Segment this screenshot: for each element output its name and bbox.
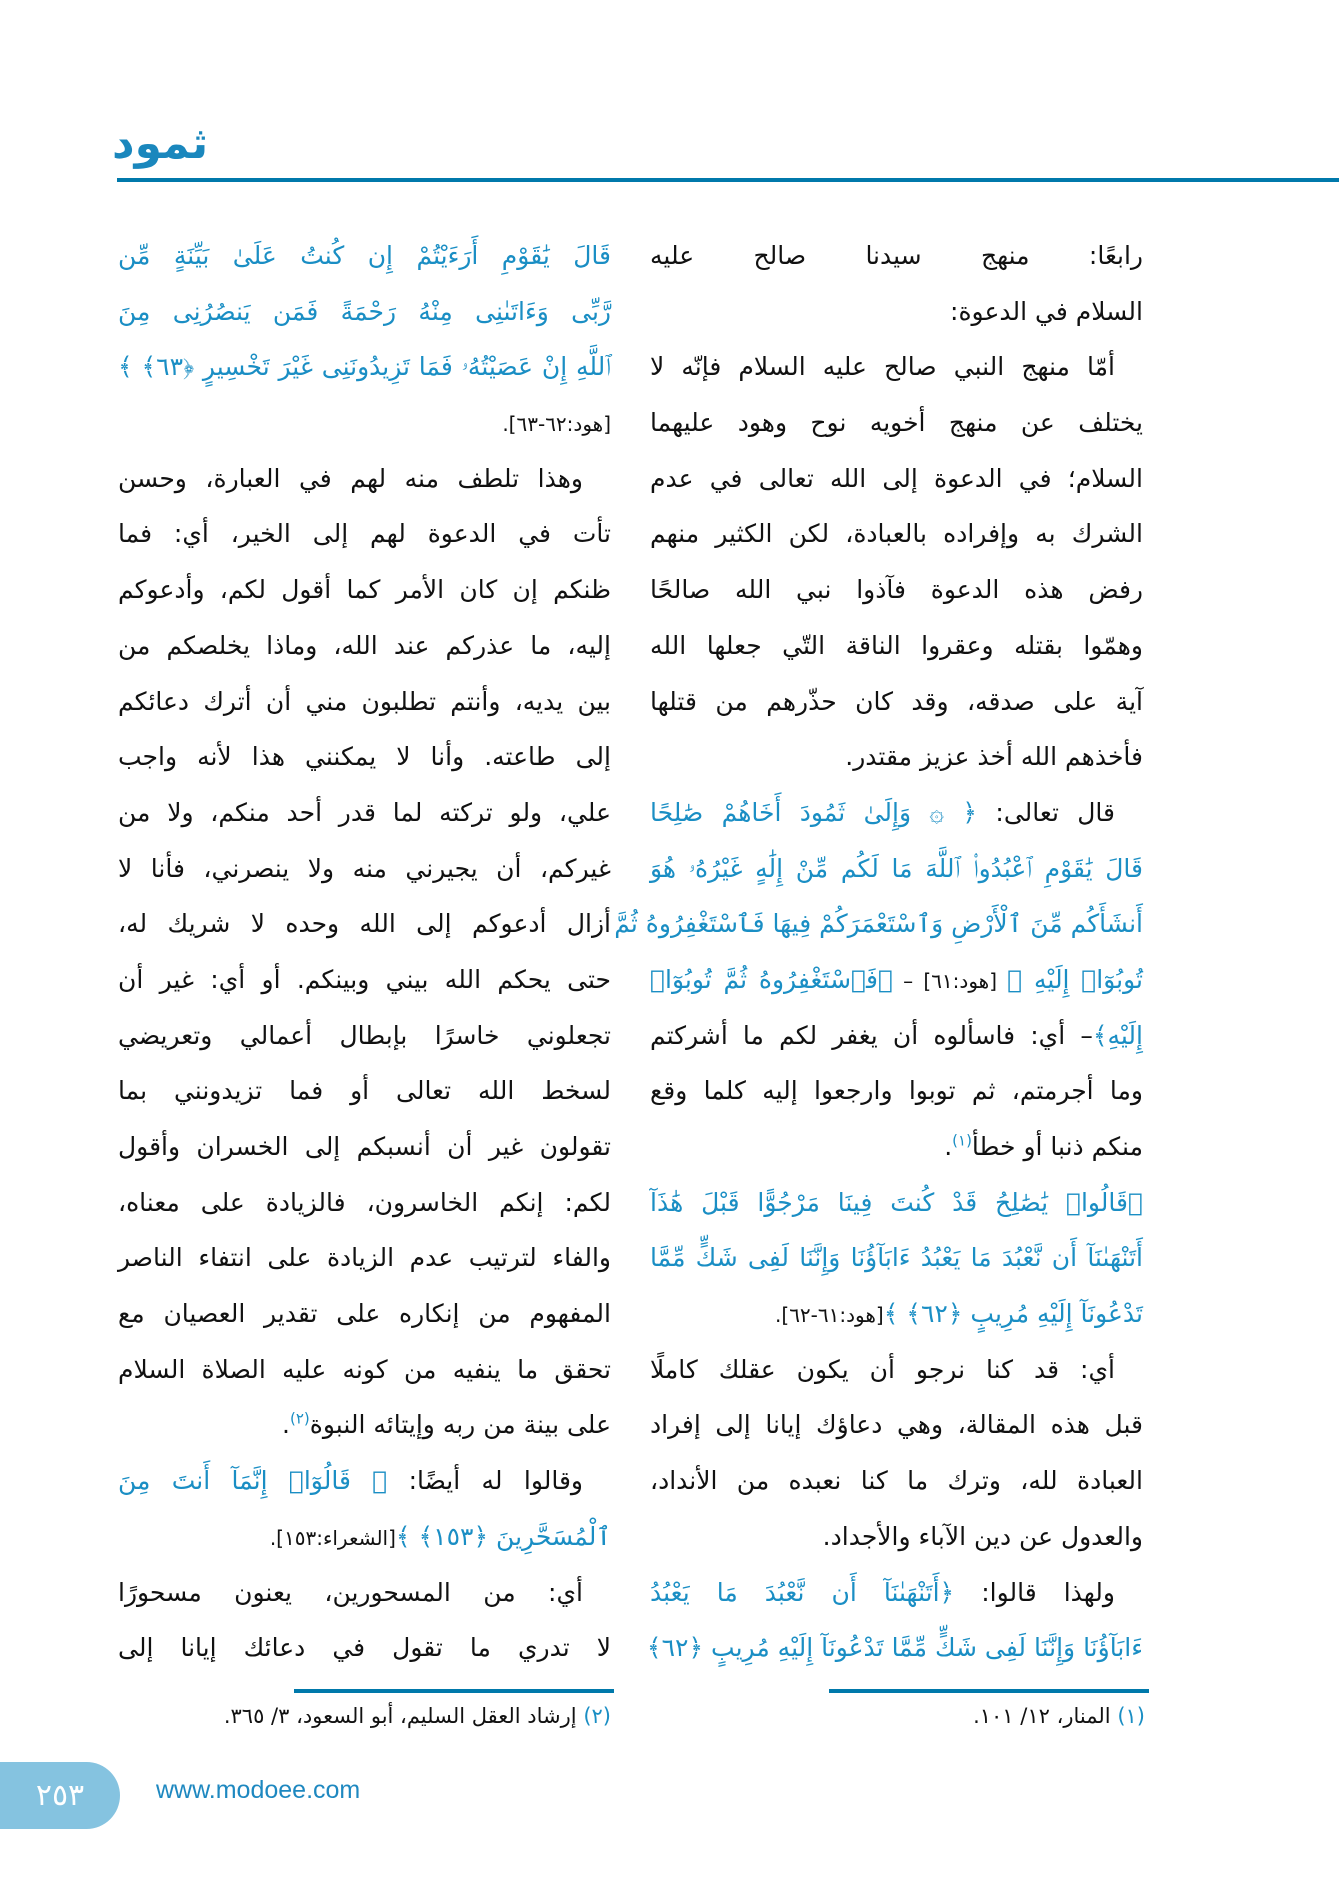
body-text: ظنكم إن كان الأمر كما أقول لكم، وأدعوكم	[118, 575, 611, 605]
body-text: بين يديه، وأنتم تطلبون مني أن أترك دعائكم	[118, 686, 611, 716]
body-text: لا تدري ما تقول في دعائك إيانا إلى	[118, 1633, 611, 1663]
text-line	[118, 1565, 611, 1621]
body-text: السلام في الدعوة:	[950, 296, 1143, 326]
text-line	[650, 451, 1143, 507]
quran-verse: ﴿أَتَنْهَىٰنَآ أَن نَّعْبُدَ مَا يَعْبُدُ	[650, 1577, 955, 1607]
text-line	[118, 785, 611, 841]
body-text: علي، ولو تركته لما قدر أحد منكم، ولا من	[118, 797, 611, 827]
text-line	[118, 952, 611, 1008]
body-text: السلام؛ في الدعوة إلى الله تعالى في عدم	[650, 463, 1143, 493]
text-line	[118, 506, 611, 562]
footnote-number: (٢)	[583, 1704, 611, 1728]
text-line	[650, 841, 1143, 897]
text-line	[650, 562, 1143, 618]
text-line	[650, 1342, 1143, 1398]
footnote-divider-left	[294, 1689, 614, 1693]
text-line	[118, 618, 611, 674]
body-text: حتى يحكم الله بيني وبينكم. أو أي: غير أن	[118, 964, 611, 994]
body-text: أزال أدعوكم إلى الله وحده لا شريك له،	[118, 909, 611, 939]
text-line	[118, 1397, 611, 1453]
text-line	[118, 1286, 611, 1342]
body-text: قبل هذه المقالة، وهي دعاؤك إيانا إلى إفراد	[650, 1410, 1143, 1440]
body-text: وما أجرمتم، ثم توبوا وارجعوا إليه كلما وقع	[650, 1076, 1143, 1106]
text-line	[118, 1509, 611, 1565]
verse-reference: [الشعراء:١٥٣].	[269, 1525, 396, 1550]
text-line	[650, 1063, 1143, 1119]
body-text: آية على صدقه، وقد كان حذّرهم من قتلها	[650, 686, 1143, 716]
left-column	[118, 228, 611, 1676]
text-line	[118, 339, 611, 395]
body-text: منكم ذنبا أو خطأ	[971, 1132, 1143, 1161]
quran-verse: أَنشَأَكُم مِّنَ ٱلْأَرْضِ وَٱسْتَعْمَرَكُمْ فِيهَا فَٱسْتَغْفِرُوهُ ثُمَّ	[614, 909, 1143, 939]
text-line	[118, 1453, 611, 1509]
text-line	[650, 1453, 1143, 1509]
body-text: قال تعالى:	[977, 797, 1116, 827]
footnote-text: المنار، ١٢/ ١٠١.	[973, 1704, 1118, 1728]
quran-verse: أَتَنْهَىٰنَآ أَن نَّعْبُدَ مَا يَعْبُدُ ءَابَآؤُنَا وَإِنَّنَا لَفِى شَكٍّ مِّمَّا	[650, 1243, 1143, 1273]
quran-verse: ﴿قَالُوا۟ يَٰصَٰلِحُ قَدْ كُنتَ فِينَا مَرْجُوًّا قَبْلَ هَٰذَآ	[650, 1187, 1143, 1217]
text-line	[118, 395, 611, 451]
body-text: فأخذهم الله أخذ عزيز مقتدر.	[845, 742, 1143, 772]
body-text: أمّا منهج النبي صالح عليه السلام فإنّه لا	[650, 352, 1115, 382]
text-line	[118, 451, 611, 507]
text-line	[118, 1119, 611, 1175]
body-text: رابعًا: منهج سيدنا صالح عليه	[650, 241, 1143, 270]
text-line	[650, 1119, 1143, 1175]
body-text: وقالوا له أيضًا:	[387, 1466, 583, 1496]
body-text: تأت في الدعوة لهم إلى الخير، أي: فما	[118, 519, 611, 549]
text-line	[118, 1063, 611, 1119]
text-line	[118, 228, 611, 284]
verse-reference: [هود:٦١] –	[892, 968, 1008, 993]
chapter-title: ثمود	[112, 118, 209, 169]
text-line	[118, 562, 611, 618]
body-text: أي: من المسحورين، يعنون مسحورًا	[118, 1577, 583, 1607]
quran-verse: ءَابَآؤُنَا وَإِنَّنَا لَفِى شَكٍّ مِّمَّا تَدْعُونَآ إِلَيْهِ مُرِيبٍ ﴿٦٢﴾	[646, 1633, 1143, 1663]
body-text: إلى طاعته. وأنا لا يمكنني هذا لأنه واجب	[118, 742, 611, 772]
text-line	[650, 506, 1143, 562]
text-line	[650, 618, 1143, 674]
text-line	[650, 1175, 1143, 1231]
quran-verse: إِلَيْهِ﴾	[1092, 1020, 1143, 1050]
footnote-divider-right	[829, 1689, 1149, 1693]
footnote-marker[interactable]: (١)	[952, 1131, 972, 1150]
text-line	[118, 284, 611, 340]
text-line	[650, 1008, 1143, 1064]
body-text: لكم: إنكم الخاسرون، فالزيادة على معناه،	[118, 1187, 611, 1217]
text-line	[650, 785, 1143, 841]
text-line	[646, 1620, 1143, 1676]
body-text: وهذا تلطف منه لهم في العبارة، وحسن	[118, 463, 583, 493]
text-line	[650, 339, 1143, 395]
text-line	[650, 395, 1143, 451]
text-line	[650, 1509, 1143, 1565]
body-text: – أي: فاسألوه أن يغفر لكم ما أشركتم	[650, 1020, 1093, 1050]
text-line	[650, 952, 1143, 1008]
footnote-1	[973, 1704, 1145, 1728]
footnote-marker[interactable]: (٢)	[289, 1410, 310, 1429]
body-text: إليه، ما عذركم عند الله، وماذا يخلصكم من	[118, 630, 611, 660]
text-line	[650, 729, 1143, 785]
text-line	[118, 1175, 611, 1231]
text-line	[650, 674, 1143, 730]
quran-verse: تُوبُوٓا۟ إِلَيْهِ ﴾	[1007, 964, 1143, 994]
body-text: الشرك به وإفراده بالعبادة، لكن الكثير منهم	[650, 519, 1143, 549]
verse-reference: [هود:٦٢-٦٣].	[502, 412, 611, 437]
website-link[interactable]: www.modoee.com	[156, 1776, 361, 1804]
text-line	[118, 1620, 611, 1676]
body-text: رفض هذه الدعوة فآذوا نبي الله صالحًا	[650, 575, 1143, 605]
text-line	[118, 841, 611, 897]
right-column	[614, 228, 1143, 1676]
body-text: يختلف عن منهج أخويه نوح وهود عليهما	[650, 408, 1143, 438]
text-line	[614, 896, 1143, 952]
quran-verse: ﴿ قَالُوٓا۟ إِنَّمَآ أَنتَ مِنَ	[118, 1466, 388, 1496]
text-line	[118, 674, 611, 730]
text-line	[650, 1397, 1143, 1453]
body-text: غيركم، أن يجيرني منه ولا ينصرني، فأنا لا	[118, 853, 611, 883]
text-line	[650, 228, 1143, 284]
body-text: والفاء لترتيب عدم الزيادة على انتفاء الناصر	[118, 1243, 611, 1273]
quran-verse: قَالَ يَٰقَوْمِ أَرَءَيْتُمْ إِن كُنتُ عَلَىٰ بَيِّنَةٍ مِّن	[118, 241, 611, 270]
text-line	[650, 284, 1143, 340]
text-line	[118, 729, 611, 785]
footnote-number: (١)	[1117, 1704, 1145, 1728]
text-line	[118, 1230, 611, 1286]
verse-reference: [هود:٦١-٦٢].	[775, 1303, 884, 1328]
body-text: المفهوم من إنكاره على تقدير العصيان مع	[118, 1299, 611, 1329]
quran-verse: ﴿فَٱسْتَغْفِرُوهُ ثُمَّ تُوبُوٓا۟	[650, 964, 893, 994]
text-line	[650, 1565, 1143, 1621]
quran-verse: تَدْعُونَآ إِلَيْهِ مُرِيبٍ ﴿٦٢﴾ ﴾	[883, 1299, 1143, 1329]
text-line	[118, 896, 611, 952]
body-text: تحقق ما ينفيه من كونه عليه الصلاة السلام	[118, 1354, 611, 1384]
body-text: تجعلوني خاسرًا بإبطال أعمالي وتعريضي	[118, 1020, 611, 1050]
body-text: العبادة لله، وترك ما كنا نعبده من الأنداد،	[650, 1466, 1143, 1496]
page-number-badge: ٢٥٣	[0, 1762, 120, 1829]
body-text: لسخط الله تعالى أو فما تزيدونني بما	[118, 1076, 611, 1106]
body-text: .	[944, 1132, 953, 1161]
quran-verse: ﴿ ۞ وَإِلَىٰ ثَمُودَ أَخَاهُمْ صَٰلِحًا	[650, 797, 978, 827]
text-line	[650, 1286, 1143, 1342]
footnote-text: إرشاد العقل السليم، أبو السعود، ٣/ ٣٦٥.	[223, 1704, 584, 1728]
quran-verse: رَّبِّى وَءَاتَىٰنِى مِنْهُ رَحْمَةً فَمَن يَنصُرُنِى مِنَ	[118, 296, 611, 326]
body-text: .	[282, 1410, 290, 1440]
header-divider	[117, 178, 1339, 182]
quran-verse: ٱلْمُسَحَّرِينَ ﴿١٥٣﴾ ﴾	[395, 1521, 611, 1551]
quran-verse: قَالَ يَٰقَوْمِ ٱعْبُدُوا۟ ٱللَّهَ مَا لَكُم مِّنْ إِلَٰهٍ غَيْرُهُۥ هُوَ	[650, 853, 1143, 883]
text-line	[118, 1008, 611, 1064]
footnote-2	[224, 1704, 611, 1728]
body-text: والعدول عن دين الآباء والأجداد.	[822, 1521, 1143, 1551]
body-text: على بينة من ربه وإيتائه النبوة	[309, 1410, 611, 1440]
body-text: وهمّوا بقتله وعقروا الناقة التّي جعلها الله	[650, 630, 1143, 660]
text-line	[118, 1342, 611, 1398]
quran-verse: ٱللَّهِ إِنْ عَصَيْتُهُۥ فَمَا تَزِيدُونَنِى غَيْرَ تَخْسِيرٍ ﴿٦٣﴾ ﴾	[118, 352, 612, 382]
body-text: أي: قد كنا نرجو أن يكون عقلك كاملًا	[650, 1354, 1115, 1384]
body-text: ولهذا قالوا:	[954, 1577, 1115, 1607]
body-text: تقولون غير أن أنسبكم إلى الخسران وأقول	[118, 1132, 611, 1161]
text-line	[650, 1230, 1143, 1286]
